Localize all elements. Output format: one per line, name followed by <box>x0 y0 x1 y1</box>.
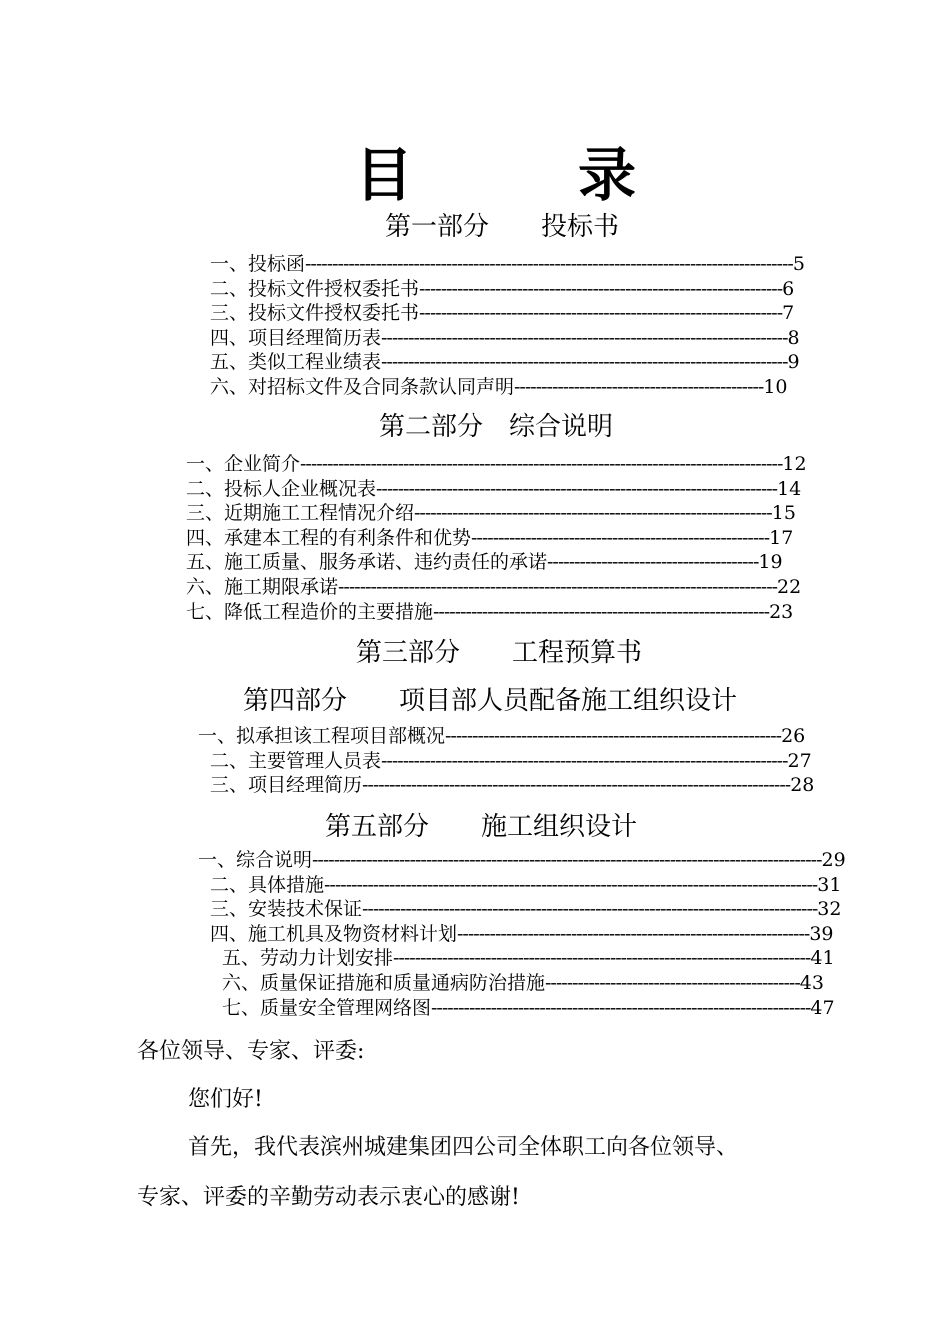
letter-line-2: 专家、评委的辛勤劳动表示衷心的感谢! <box>137 1185 520 1210</box>
toc-entry[interactable] <box>222 946 835 970</box>
toc-entry-page: 26 <box>781 725 806 747</box>
toc-leader-dashes: -------------------------------------------------------------- <box>433 600 770 623</box>
toc-entry-page: 7 <box>782 302 795 325</box>
toc-entry[interactable] <box>186 452 807 476</box>
toc-entry-label: 二、投标人企业概况表 <box>186 477 377 500</box>
toc-part-heading: 第四部分 项目部人员配备施工组织设计 <box>243 686 738 716</box>
toc-part-heading: 第二部分 综合说明 <box>379 412 614 442</box>
toc-leader-dashes: ------------------------------------------------------------------ <box>414 502 772 525</box>
toc-entry[interactable] <box>210 873 841 897</box>
toc-part-heading: 第三部分 工程预算书 <box>356 638 643 668</box>
toc-entry-page: 14 <box>777 477 802 500</box>
toc-entry-label: 一、企业简介 <box>186 453 301 475</box>
toc-entry-label: 二、具体措施 <box>210 873 325 896</box>
toc-part-heading: 第一部分 投标书 <box>385 212 620 242</box>
toc-entry-label: 三、近期施工工程情况介绍 <box>186 502 415 525</box>
toc-entry-page: 15 <box>771 502 796 525</box>
toc-entry-page: 12 <box>782 453 807 475</box>
toc-entry-label: 六、对招标文件及合同条款认同声明 <box>210 376 515 398</box>
toc-entry-page: 43 <box>799 972 824 994</box>
toc-entry-label: 四、项目经理简历表 <box>210 326 382 349</box>
toc-entry[interactable] <box>210 773 814 797</box>
toc-leader-dashes: --------------------------------------------------------------------------- <box>381 351 788 374</box>
toc-entry[interactable] <box>186 550 783 574</box>
toc-entry[interactable] <box>222 996 835 1020</box>
toc-leader-dashes: ----------------------------------------------- <box>545 972 800 994</box>
toc-entry-label: 三、项目经理简历 <box>210 774 363 797</box>
toc-leader-dashes: ------------------------------------------------------------------------------------------- <box>324 873 818 896</box>
toc-leader-dashes: ---------------------------------------------------------------------------------------------- <box>312 849 822 871</box>
toc-entry-page: 47 <box>810 996 835 1019</box>
toc-entry-page: 8 <box>787 326 800 349</box>
toc-entry[interactable] <box>186 501 796 525</box>
toc-leader-dashes: --------------------------------------------------------------------------------- <box>338 576 778 598</box>
toc-entry-label: 一、综合说明 <box>198 849 313 871</box>
toc-entry-page: 17 <box>769 526 794 549</box>
toc-entry-page: 6 <box>782 277 795 300</box>
toc-leader-dashes: ----------------------------------------------------------------- <box>457 922 810 945</box>
toc-entry[interactable] <box>210 749 812 773</box>
toc-entry-label: 五、施工质量、服务承诺、违约责任的承诺 <box>186 551 548 574</box>
toc-leader-dashes: -------------------------------------------------------------------------- <box>376 477 778 500</box>
toc-entry-page: 10 <box>763 376 788 398</box>
toc-entry[interactable] <box>210 326 800 350</box>
toc-entry[interactable] <box>210 922 834 946</box>
page-title-right-char: 录 <box>578 141 637 209</box>
toc-entry-page: 19 <box>758 551 783 574</box>
toc-entry[interactable] <box>186 477 801 501</box>
toc-leader-dashes: ------------------------------------------------------------------------------- <box>362 774 791 797</box>
toc-leader-dashes: ------------------------------------------------------- <box>471 526 770 549</box>
toc-entry[interactable] <box>210 252 805 276</box>
toc-entry-page: 5 <box>792 253 805 275</box>
toc-entry-label: 六、施工期限承诺 <box>186 576 339 598</box>
toc-entry-page: 23 <box>769 600 794 623</box>
toc-entry-page: 31 <box>817 873 842 896</box>
letter-greeting: 您们好! <box>188 1087 263 1112</box>
toc-leader-dashes: --------------------------------------- <box>547 551 759 574</box>
toc-entry-label: 五、类似工程业绩表 <box>210 351 382 374</box>
toc-entry-page: 29 <box>821 849 846 871</box>
toc-entry[interactable] <box>210 375 788 399</box>
toc-entry[interactable] <box>210 277 794 301</box>
toc-entry-label: 一、投标函 <box>210 253 306 275</box>
toc-leader-dashes: ------------------------------------------------------------------------------------ <box>362 898 818 921</box>
toc-leader-dashes: ------------------------------------------------------------------- <box>419 277 783 300</box>
toc-leader-dashes: ---------------------------------------------------------------------- <box>431 996 811 1019</box>
toc-entry-page: 39 <box>809 922 834 945</box>
toc-entry-label: 四、施工机具及物资材料计划 <box>210 922 458 945</box>
toc-entry-page: 41 <box>810 947 835 970</box>
toc-leader-dashes: -------------------------------------------------------------- <box>445 725 782 747</box>
toc-leader-dashes: ----------------------------------------------------------------------------------------- <box>300 453 783 475</box>
toc-entry[interactable] <box>210 301 794 325</box>
toc-entry-label: 三、安装技术保证 <box>210 898 363 921</box>
toc-entry[interactable] <box>198 724 805 748</box>
toc-entry-label: 二、主要管理人员表 <box>210 749 382 772</box>
toc-entry-page: 27 <box>787 749 812 772</box>
toc-entry-page: 32 <box>817 898 842 921</box>
toc-leader-dashes: --------------------------------------------------------------------------- <box>381 749 788 772</box>
toc-entry[interactable] <box>210 897 841 921</box>
toc-entry[interactable] <box>210 350 800 374</box>
toc-entry-label: 一、拟承担该工程项目部概况 <box>198 725 446 747</box>
letter-salutation: 各位领导、专家、评委: <box>137 1039 365 1064</box>
toc-leader-dashes: ---------------------------------------------- <box>514 376 764 398</box>
toc-entry-label: 七、质量安全管理网络图 <box>222 996 432 1019</box>
toc-leader-dashes: ------------------------------------------------------------------------------------------ <box>305 253 793 275</box>
toc-entry-label: 三、投标文件授权委托书 <box>210 302 420 325</box>
toc-entry-label: 五、劳动力计划安排 <box>222 947 394 970</box>
toc-entry-label: 七、降低工程造价的主要措施 <box>186 600 434 623</box>
toc-entry-label: 六、质量保证措施和质量通病防治措施 <box>222 972 546 994</box>
toc-entry-label: 四、承建本工程的有利条件和优势 <box>186 526 472 549</box>
toc-leader-dashes: --------------------------------------------------------------------------- <box>381 326 788 349</box>
toc-entry[interactable] <box>186 575 801 599</box>
toc-entry-page: 22 <box>777 576 802 598</box>
toc-entry[interactable] <box>186 600 793 624</box>
toc-entry[interactable] <box>222 971 824 995</box>
toc-entry[interactable] <box>198 848 846 872</box>
page-title-left-char: 目 <box>355 141 414 209</box>
letter-line-1: 首先，我代表滨州城建集团四公司全体职工向各位领导、 <box>188 1135 739 1160</box>
toc-entry-page: 9 <box>787 351 800 374</box>
toc-entry-page: 28 <box>790 774 815 797</box>
toc-leader-dashes: ------------------------------------------------------------------- <box>419 302 783 325</box>
toc-part-heading: 第五部分 施工组织设计 <box>325 812 638 842</box>
toc-leader-dashes: ----------------------------------------------------------------------------- <box>393 947 811 970</box>
toc-entry-label: 二、投标文件授权委托书 <box>210 277 420 300</box>
toc-entry[interactable] <box>186 526 793 550</box>
